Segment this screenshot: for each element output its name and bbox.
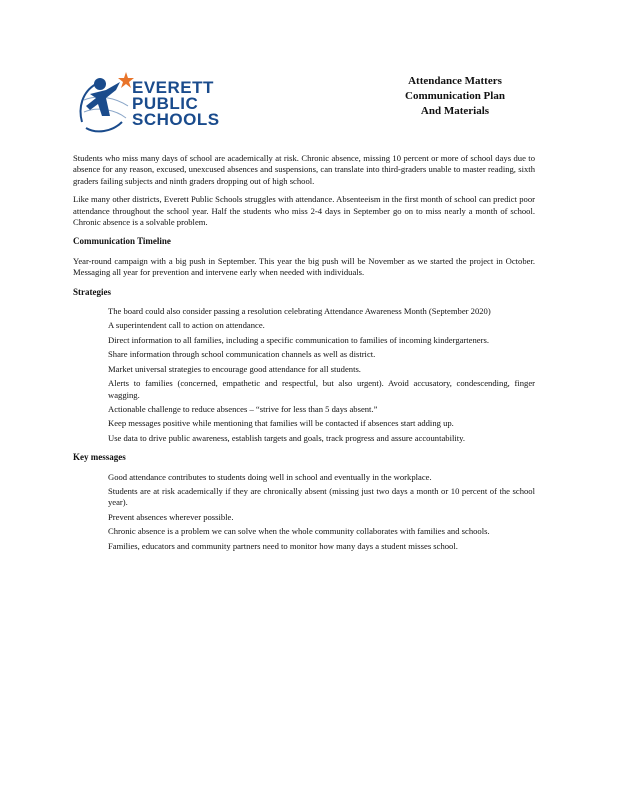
logo-line-1: EVERETT (132, 78, 214, 97)
document-body (73, 153, 535, 560)
list-item (73, 526, 535, 537)
list-item (73, 418, 535, 429)
list-item-text: Alerts to families (concerned, empathetic and respectful, but also urgent). Avoid accusatory, condescending, finger wagging. (108, 378, 535, 400)
timeline-paragraph: Year-round campaign with a big push in September. This year the big push will be November as we started the project in October. Messaging all year for prevention and intervene early when needed with individuals. (73, 255, 535, 278)
district-logo (76, 70, 226, 136)
title-line-2: Communication Plan (405, 90, 505, 102)
logo-line-2: PUBLIC (132, 94, 199, 113)
list-item-text: Students are at risk academically if they are chronically absent (missing just two days a month or 10 percent of the school year). (108, 485, 535, 508)
list-item-text: Chronic absence is a problem we can solve when the whole community collaborates with families and schools. (108, 526, 490, 537)
list-item (73, 486, 535, 509)
key-messages-list (73, 472, 535, 552)
list-item-text: The board could also consider passing a resolution celebrating Attendance Awareness Month (September 2020) (108, 306, 491, 317)
logo-wordmark (132, 80, 220, 128)
logo-emblem-icon (76, 70, 136, 136)
title-line-3: And Materials (420, 105, 490, 117)
list-item-text: Market universal strategies to encourage good attendance for all students. (108, 363, 361, 374)
strategies-heading: Strategies (73, 286, 111, 297)
list-item (73, 364, 535, 375)
key-messages-heading: Key messages (73, 452, 126, 463)
list-item-text: Good attendance contributes to students doing well in school and eventually in the workplace. (108, 471, 432, 482)
list-item-text: Share information through school communication channels as well as district. (108, 349, 376, 360)
list-item (73, 433, 535, 444)
list-item-text: Families, educators and community partners need to monitor how many days a student misses school. (108, 540, 458, 551)
list-item (73, 349, 535, 360)
list-item (73, 320, 535, 331)
list-item-text: Prevent absences wherever possible. (108, 511, 234, 522)
strategies-list (73, 306, 535, 444)
list-item-text: Direct information to all families, including a specific communication to families of incoming kindergarteners. (108, 334, 489, 345)
list-item (73, 512, 535, 523)
list-item (73, 306, 535, 317)
intro-paragraph-2: Like many other districts, Everett Public Schools struggles with attendance. Absenteeism in the first month of school can predict poor attendance throughout the school year. Half the students who miss 2-4 days in September go on to miss nearly a month of school. Chronic absence is a solvable problem. (73, 194, 535, 228)
timeline-heading: Communication Timeline (73, 236, 171, 247)
list-item-text: Actionable challenge to reduce absences – “strive for less than 5 days absent.” (108, 403, 378, 414)
list-item-text: A superintendent call to action on attendance. (108, 320, 265, 331)
list-item (73, 335, 535, 346)
list-item (73, 541, 535, 552)
logo-line-3: SCHOOLS (132, 110, 220, 129)
intro-paragraph-1: Students who miss many days of school are academically at risk. Chronic absence, missing 10 percent or more of school days due to absence for any reason, excused, unexcused absences and suspensions, can translate into third-graders unable to master reading, sixth graders failing subjects and ninth graders dropping out of high school. (73, 153, 535, 186)
document-title (360, 74, 550, 119)
list-item-text: Use data to drive public awareness, establish targets and goals, track progress and assure accountability. (108, 432, 466, 443)
list-item (73, 378, 535, 401)
title-line-1: Attendance Matters (408, 75, 502, 87)
list-item (73, 404, 535, 415)
list-item (73, 472, 535, 483)
list-item-text: Keep messages positive while mentioning that families will be contacted if absences start adding up. (108, 418, 454, 429)
